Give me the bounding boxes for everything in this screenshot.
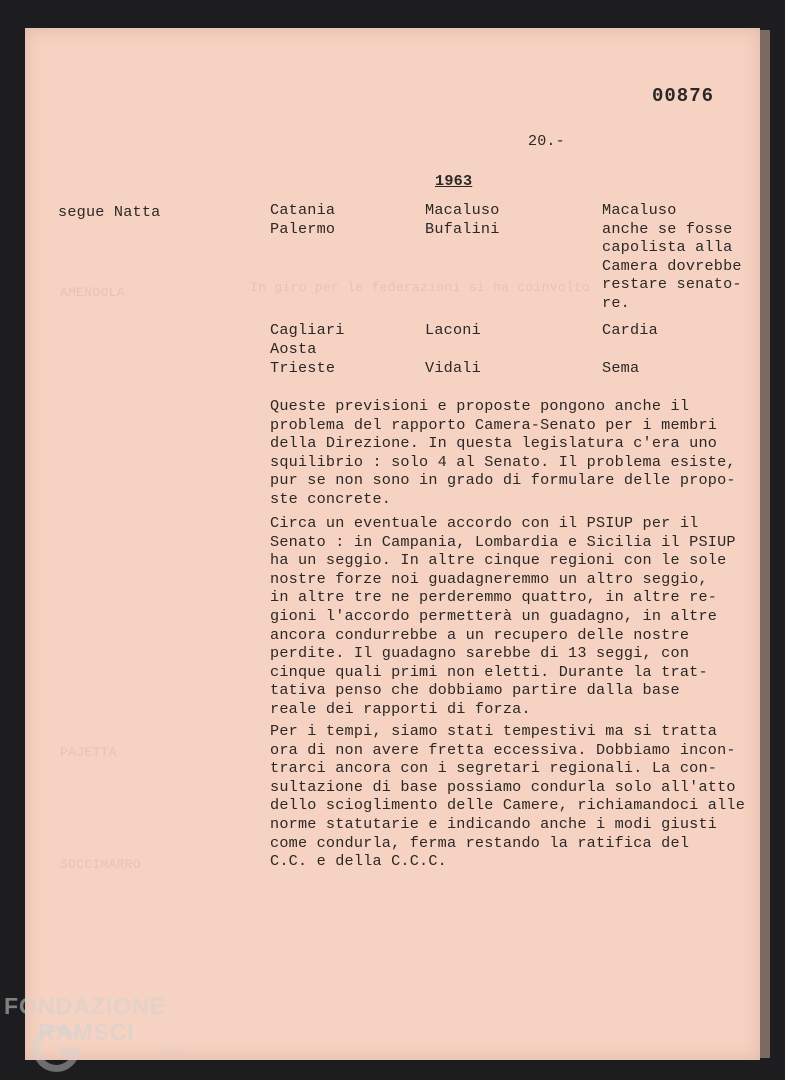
page-edge	[760, 30, 770, 1058]
table-cell-camera: Vidali	[425, 359, 481, 377]
table-cell-camera: Macaluso Bufalini	[425, 201, 500, 238]
bleed-through-text: In giro per le federazioni si ha coinvolto	[250, 280, 591, 295]
table-cell-city: Cagliari Aosta	[270, 321, 345, 358]
table-cell-city: Trieste	[270, 359, 336, 377]
year-heading: 1963	[435, 172, 473, 190]
table-cell-senato: Macaluso anche se fosse capolista alla Camera dovrebbe restare senato- re.	[602, 201, 742, 312]
table-cell-senato: Sema	[602, 359, 640, 377]
page-number: 20.-	[528, 133, 565, 150]
bleed-through-text: AMENDOLA	[60, 285, 125, 300]
side-label: segue Natta	[58, 203, 161, 221]
paragraph: Queste previsioni e proposte pongono anche il problema del rapporto Camera-Senato per i membri della Direzione. In questa legislatura c'era uno squilibrio : solo 4 al Senato. Il problema esiste, pur se non sono in grado di formulare delle propo- ste concrete.	[270, 397, 736, 508]
paragraph: Circa un eventuale accordo con il PSIUP per il Senato : in Campania, Lombardia e Sicilia il PSIUP ha un seggio. In altre cinque regioni con le sole nostre forze noi guadagneremmo un altro seggio, in altre tre ne perderemmo quattro, in altre re- gioni l'accordo permetterà un guadagno, in altre ancora condurrebbe a un recupero delle nostre perdite. Il guadagno sarebbe di 13 seggi, con cinque quali primi non eletti. Durante la trat- tativa penso che dobbiamo partire dalla base reale dei rapporti di forza.	[270, 514, 736, 718]
bleed-through-text: PAJETTA	[60, 745, 117, 760]
watermark-logo: FONDAZIONE RAMSCI	[4, 993, 167, 1045]
table-cell-city: Catania Palermo	[270, 201, 336, 238]
table-cell-senato: Cardia	[602, 321, 658, 339]
paragraph: Per i tempi, siamo stati tempestivi ma si tratta ora di non avere fretta eccessiva. Dobbiamo incon- trarci ancora con i segretari regionali. La con- sultazione di base possiamo condurla solo all'atto dello scioglimento delle Camere, richiamandoci alle norme statutarie e indicando anche i modi giusti come condurla, ferma restando la ratifica del C.C. e della C.C.C.	[270, 722, 746, 871]
gramsci-g-icon	[32, 1022, 84, 1074]
watermark-suffix: onlus	[160, 1048, 184, 1059]
bleed-through-text: SOCCIMARRO	[60, 857, 142, 872]
table-cell-camera: Laconi	[425, 321, 481, 339]
archive-serial-number: 00876	[652, 85, 715, 107]
